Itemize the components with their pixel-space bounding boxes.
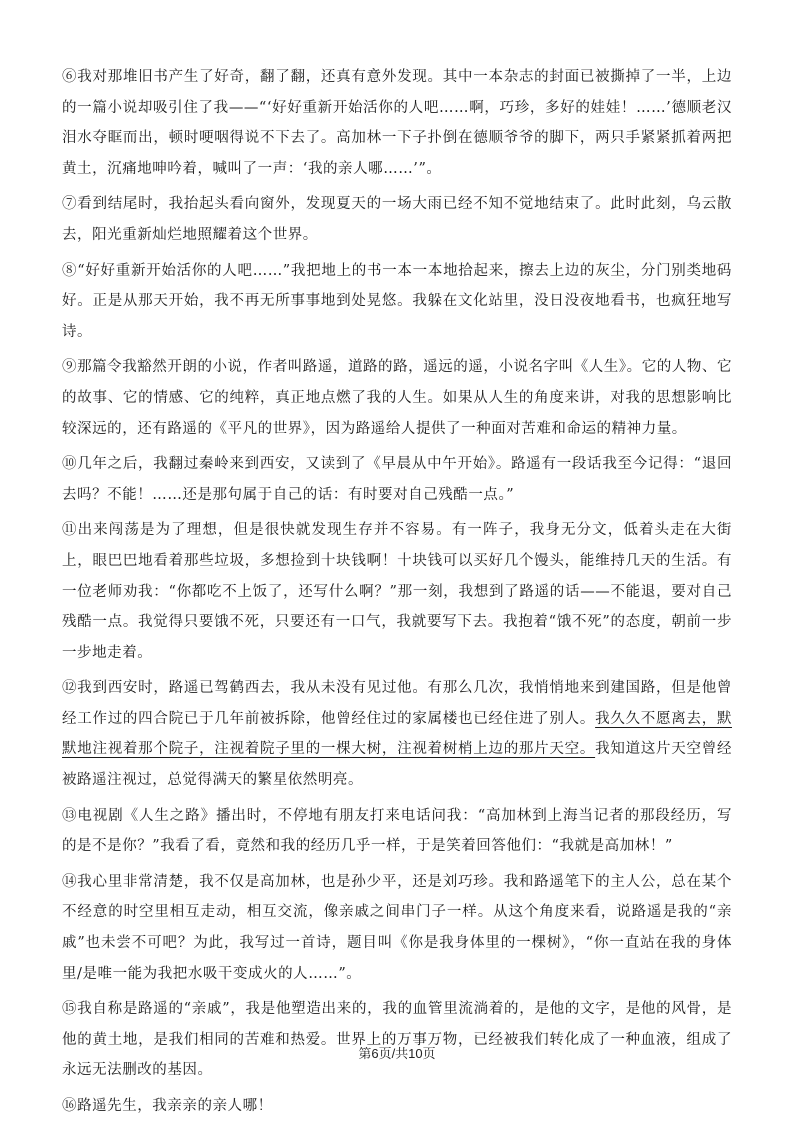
paragraph-text: 我知道这片天空曾经被路遥注视过，总觉得满天的繁星依然明亮。 [62,741,732,789]
paragraph-12 [62,673,732,795]
paragraph-text: 我到西安时，路遥已驾鹤西去，我从未没有见过他。有那么几次，我悄悄地来到建国路，但是他曾经工作过的四合院已于几年前被拆除，他曾经住过的家属楼也已经住进了别人。 [62,680,732,727]
paragraph-8 [62,256,732,348]
paragraph-number: ⑦ [62,196,78,213]
paragraph-7 [62,189,732,250]
paragraph-number: ⑯ [62,1098,78,1114]
paragraph-13 [62,801,732,862]
page-footer: 第6页/共10页 [358,1046,436,1061]
paragraph-text: 那篇令我豁然开朗的小说，作者叫路遥，道路的路，遥远的遥，小说名字叫《人生》。它的人物、它的故事、它的情感、它的纯粹，真正地点燃了我的人生。如果从人生的角度来讲，对我的思想影响比较深远的，还有路遥的《平凡的世界》，因为路遥给人提供了一种面对苦难和命运的精神力量。 [62,359,733,437]
paragraph-number: ⑫ [62,680,78,697]
paragraph-text: 出来闯荡是为了理想，但是很快就发现生存并不容易。有一阵子，我身无分文，低着头走在大街上，眼巴巴地看着那些垃圾，多想捡到十块钱啊！十块钱可以买好几个馒头，能维持几天的生活。有一位老师劝我：“你都吃不上饭了，还写什么啊？”那一刻，我想到了路遥的话——不能退，要对自己残酷一点。我觉得只要饿不死，只要还有一口气，我就要写下去。我抱着“饿不死”的态度，朝前一步一步地走着。 [62,522,732,661]
underlined-sentence: 我久久不愿离去，默默地注视着那个院子，注视着院子里的一棵大树，注视着树梢上边的那片天空。 [62,710,732,758]
paragraph-text: 电视剧《人生之路》播出时，不停地有朋友打来电话问我：“高加林到上海当记者的那段经历，写的是不是你？”我看了看，竟然和我的经历几乎一样，于是笑着回答他们：“我就是高加林！” [62,807,732,855]
paragraph-16 [62,1091,732,1122]
paragraph-text: 几年之后，我翻过秦岭来到西安，又读到了《早晨从中午开始》。路遥有一段话我至今记得：“退回去吗？不能！……还是那句属于自己的话：有时要对自己残酷一点。” [62,456,732,503]
paragraph-10 [62,449,732,510]
paragraph-number: ⑪ [62,522,78,539]
paragraph-15 [62,994,732,1086]
paragraph-text: 路遥先生，我亲亲的亲人哪！ [77,1098,273,1114]
paragraph-text: 我对那堆旧书产生了好奇，翻了翻，还真有意外发现。其中一本杂志的封面已被撕掉了一半，上边的一篇小说却吸引住了我——“‘好好重新开始活你的人吧……啊，巧珍，多好的娃娃！……’德顺老汉泪水夺眶而出，顿时哽咽得说不下去了。高加林一下子扑倒在德顺爷爷的脚下，两只手紧紧抓着两把黄土，沉痛地呻吟着，喊叫了一声：‘我的亲人哪……’”。 [62,69,732,177]
paragraph-number: ⑥ [62,69,78,85]
paragraph-number: ⑨ [62,359,78,376]
paragraph-text: 我心里非常清楚，我不仅是高加林，也是孙少平，还是刘巧珍。我和路遥笔下的主人公，总在某个不经意的时空里相互走动，相互交流，像亲戚之间串门子一样。从这个角度来看，说路遥是我的“亲戚”也未尝不可吧？为此，我写过一首诗，题目叫《你是我身体里的一棵树》，“你一直站在我的身体里/是唯一能为我把水吸干变成火的人……”。 [62,873,732,982]
paragraph-6 [62,62,732,184]
paragraph-number: ⑩ [62,456,78,473]
paragraph-number: ⑮ [62,1001,78,1018]
paragraph-number: ⑬ [62,807,78,824]
paragraph-14 [62,867,732,989]
paragraph-number: ⑧ [62,262,78,279]
paragraph-text: “好好重新开始活你的人吧……”我把地上的书一本一本地拾起来，擦去上边的灰尘，分门别类地码好。正是从那天开始，我不再无所事事地到处晃悠。我躲在文化站里，没日没夜地看书，也疯狂地写诗。 [62,262,732,340]
paragraph-text: 我自称是路遥的“亲戚”，我是他塑造出来的，我的血管里流淌着的，是他的文字，是他的风骨，是他的黄土地，是我们相同的苦难和热爱。世界上的万事万物，已经被我们转化成了一种血液，组成了永远无法删改的基因。 [62,1001,732,1079]
paragraph-9 [62,352,732,444]
paragraph-number: ⑭ [62,873,78,890]
paragraph-text: 看到结尾时，我抬起头看向窗外，发现夏天的一场大雨已经不知不觉地结束了。此时此刻，乌云散去，阳光重新灿烂地照耀着这个世界。 [62,196,732,243]
paragraph-11 [62,515,732,668]
